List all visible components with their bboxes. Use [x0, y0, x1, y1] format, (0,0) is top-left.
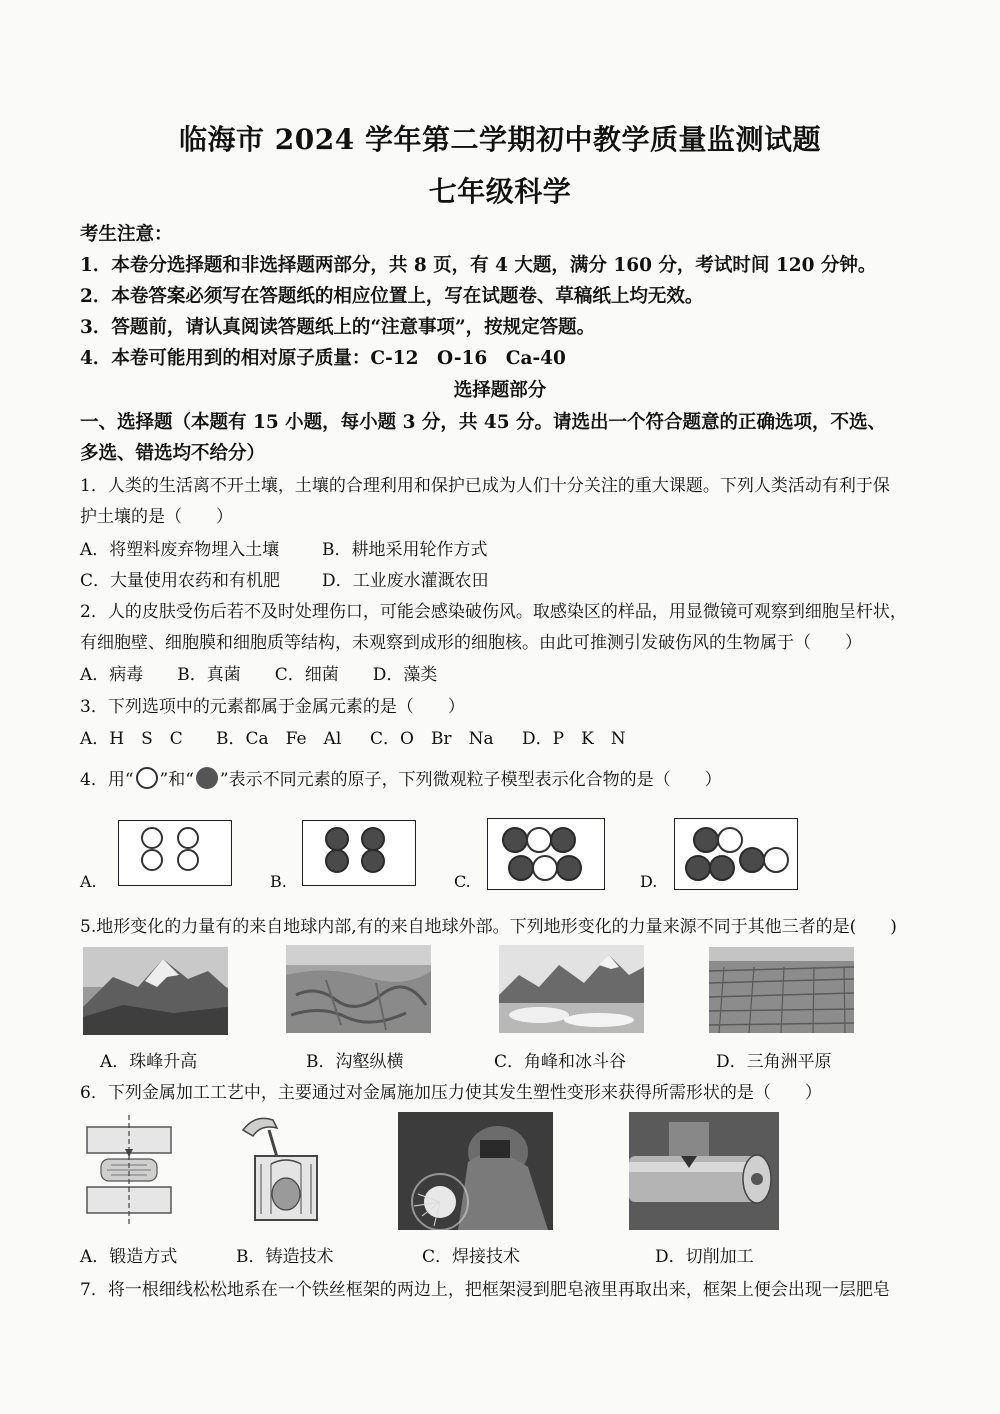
white-atom-icon — [177, 849, 199, 871]
q3-option-a: A．H S C — [80, 729, 183, 749]
q5-caption-d: D．三角洲平原 — [716, 1052, 832, 1072]
white-atom-icon — [717, 827, 743, 853]
q4-model-c — [487, 818, 605, 890]
photo-everest — [83, 947, 228, 1035]
q6-caption-a: A．锻造方式 — [80, 1247, 178, 1267]
q4-model-a — [118, 820, 232, 886]
q4-label-d: D. — [640, 872, 658, 891]
dark-atom-icon — [685, 855, 711, 881]
q2-stem-line2: 有细胞壁、细胞膜和细胞质等结构，未观察到成形的细胞核。由此可推测引发破伤风的生物属于（ ） — [80, 633, 862, 653]
dark-atom-icon — [361, 849, 385, 873]
q4-model-d — [674, 818, 798, 890]
q4-stem-pre: 4．用“ — [80, 770, 134, 790]
notice-item-4: 4．本卷可能用到的相对原子质量：C-12 O-16 Ca-40 — [80, 348, 566, 369]
q4-model-b — [302, 820, 416, 886]
diagram-forging — [83, 1115, 175, 1227]
section-heading-line2: 多选、错选均不给分） — [80, 443, 266, 464]
white-atom-icon — [136, 767, 158, 789]
q3-stem: 3．下列选项中的元素都属于金属元素的是（ ） — [80, 697, 465, 717]
dark-atom-icon — [325, 849, 349, 873]
dark-atom-icon — [739, 847, 765, 873]
q7-stem-line1: 7．将一根细线松松地系在一个铁丝框架的两边上，把框架浸到肥皂液里再取出来，框架上便会出现一层肥皂 — [80, 1280, 890, 1300]
dark-atom-icon — [361, 827, 385, 851]
q3-option-c: C．O Br Na — [370, 729, 494, 749]
q4-stem-post: ”表示不同元素的原子，下列微观粒子模型表示化合物的是（ ） — [219, 770, 722, 790]
white-atom-icon — [763, 847, 789, 873]
q2-options: A．病毒 B．真菌 C．细菌 D．藻类 — [80, 665, 438, 685]
q5-caption-c: C．角峰和冰斗谷 — [494, 1052, 627, 1072]
q3-option-d: D．P K N — [522, 729, 626, 749]
dark-atom-icon — [502, 827, 528, 853]
q6-stem: 6．下列金属加工工艺中，主要通过对金属施加压力使其发生塑性变形来获得所需形状的是（ ） — [80, 1083, 822, 1103]
q1-option-d: D．工业废水灌溉农田 — [322, 571, 489, 591]
white-atom-icon — [526, 827, 552, 853]
section-heading-line1: 一、选择题（本题有 15 小题，每小题 3 分，共 45 分。请选出一个符合题意的正确选项，不选、 — [80, 412, 887, 433]
q4-label-a: A. — [80, 872, 97, 891]
notice-heading: 考生注意： — [80, 224, 173, 245]
q1-option-a: A．将塑料废弃物埋入土壤 — [80, 540, 280, 560]
q6-caption-c: C．焊接技术 — [422, 1247, 521, 1267]
photo-cutting — [629, 1112, 779, 1230]
notice-item-3: 3．答题前，请认真阅读答题纸上的“注意事项”，按规定答题。 — [80, 317, 596, 338]
dark-atom-icon — [550, 827, 576, 853]
q5-caption-b: B．沟壑纵横 — [306, 1052, 404, 1072]
white-atom-icon — [141, 849, 163, 871]
exam-title: 临海市 2024 学年第二学期初中教学质量监测试题 — [179, 123, 821, 156]
q1-option-b: B．耕地采用轮作方式 — [322, 540, 488, 560]
white-atom-icon — [532, 855, 558, 881]
q1-stem-line2: 护土壤的是（ ） — [80, 507, 233, 527]
q6-caption-b: B．铸造技术 — [236, 1247, 334, 1267]
q4-label-b: B. — [270, 872, 287, 891]
q2-stem-line1: 2．人的皮肤受伤后若不及时处理伤口，可能会感染破伤风。取感染区的样品，用显微镜可观察到细胞呈杆状， — [80, 602, 907, 622]
white-atom-icon — [141, 827, 163, 849]
notice-item-2: 2．本卷答案必须写在答题纸的相应位置上，写在试题卷、草稿纸上均无效。 — [80, 286, 704, 307]
q5-stem: 5.地形变化的力量有的来自地球内部,有的来自地球外部。下列地形变化的力量来源不同于其他三者的是( ) — [80, 917, 897, 937]
dark-atom-icon — [508, 855, 534, 881]
exam-subtitle: 七年级科学 — [428, 175, 572, 208]
photo-welding — [398, 1112, 553, 1230]
q5-caption-a: A．珠峰升高 — [100, 1052, 198, 1072]
dark-atom-icon — [556, 855, 582, 881]
diagram-casting — [235, 1112, 327, 1228]
dark-atom-icon — [693, 827, 719, 853]
photo-horn-cirque — [499, 945, 644, 1033]
q4-label-c: C. — [454, 872, 471, 891]
q1-stem-line1: 1．人类的生活离不开土壤，土壤的合理利用和保护已成为人们十分关注的重大课题。下列人类活动有利于保 — [80, 476, 890, 496]
dark-atom-icon — [325, 827, 349, 851]
q3-option-b: B．Ca Fe Al — [216, 729, 342, 749]
q6-caption-d: D．切削加工 — [655, 1247, 754, 1267]
q1-option-c: C．大量使用农药和有机肥 — [80, 571, 281, 591]
photo-gullies — [286, 945, 431, 1033]
photo-delta — [709, 947, 854, 1033]
part-title: 选择题部分 — [453, 380, 547, 401]
notice-item-1: 1．本卷分选择题和非选择题两部分，共 8 页，有 4 大题，满分 160 分，考试时间 120 分钟。 — [80, 255, 877, 276]
dark-atom-icon — [196, 767, 218, 789]
q4-stem-mid: ”和“ — [159, 770, 194, 790]
dark-atom-icon — [709, 855, 735, 881]
white-atom-icon — [177, 827, 199, 849]
